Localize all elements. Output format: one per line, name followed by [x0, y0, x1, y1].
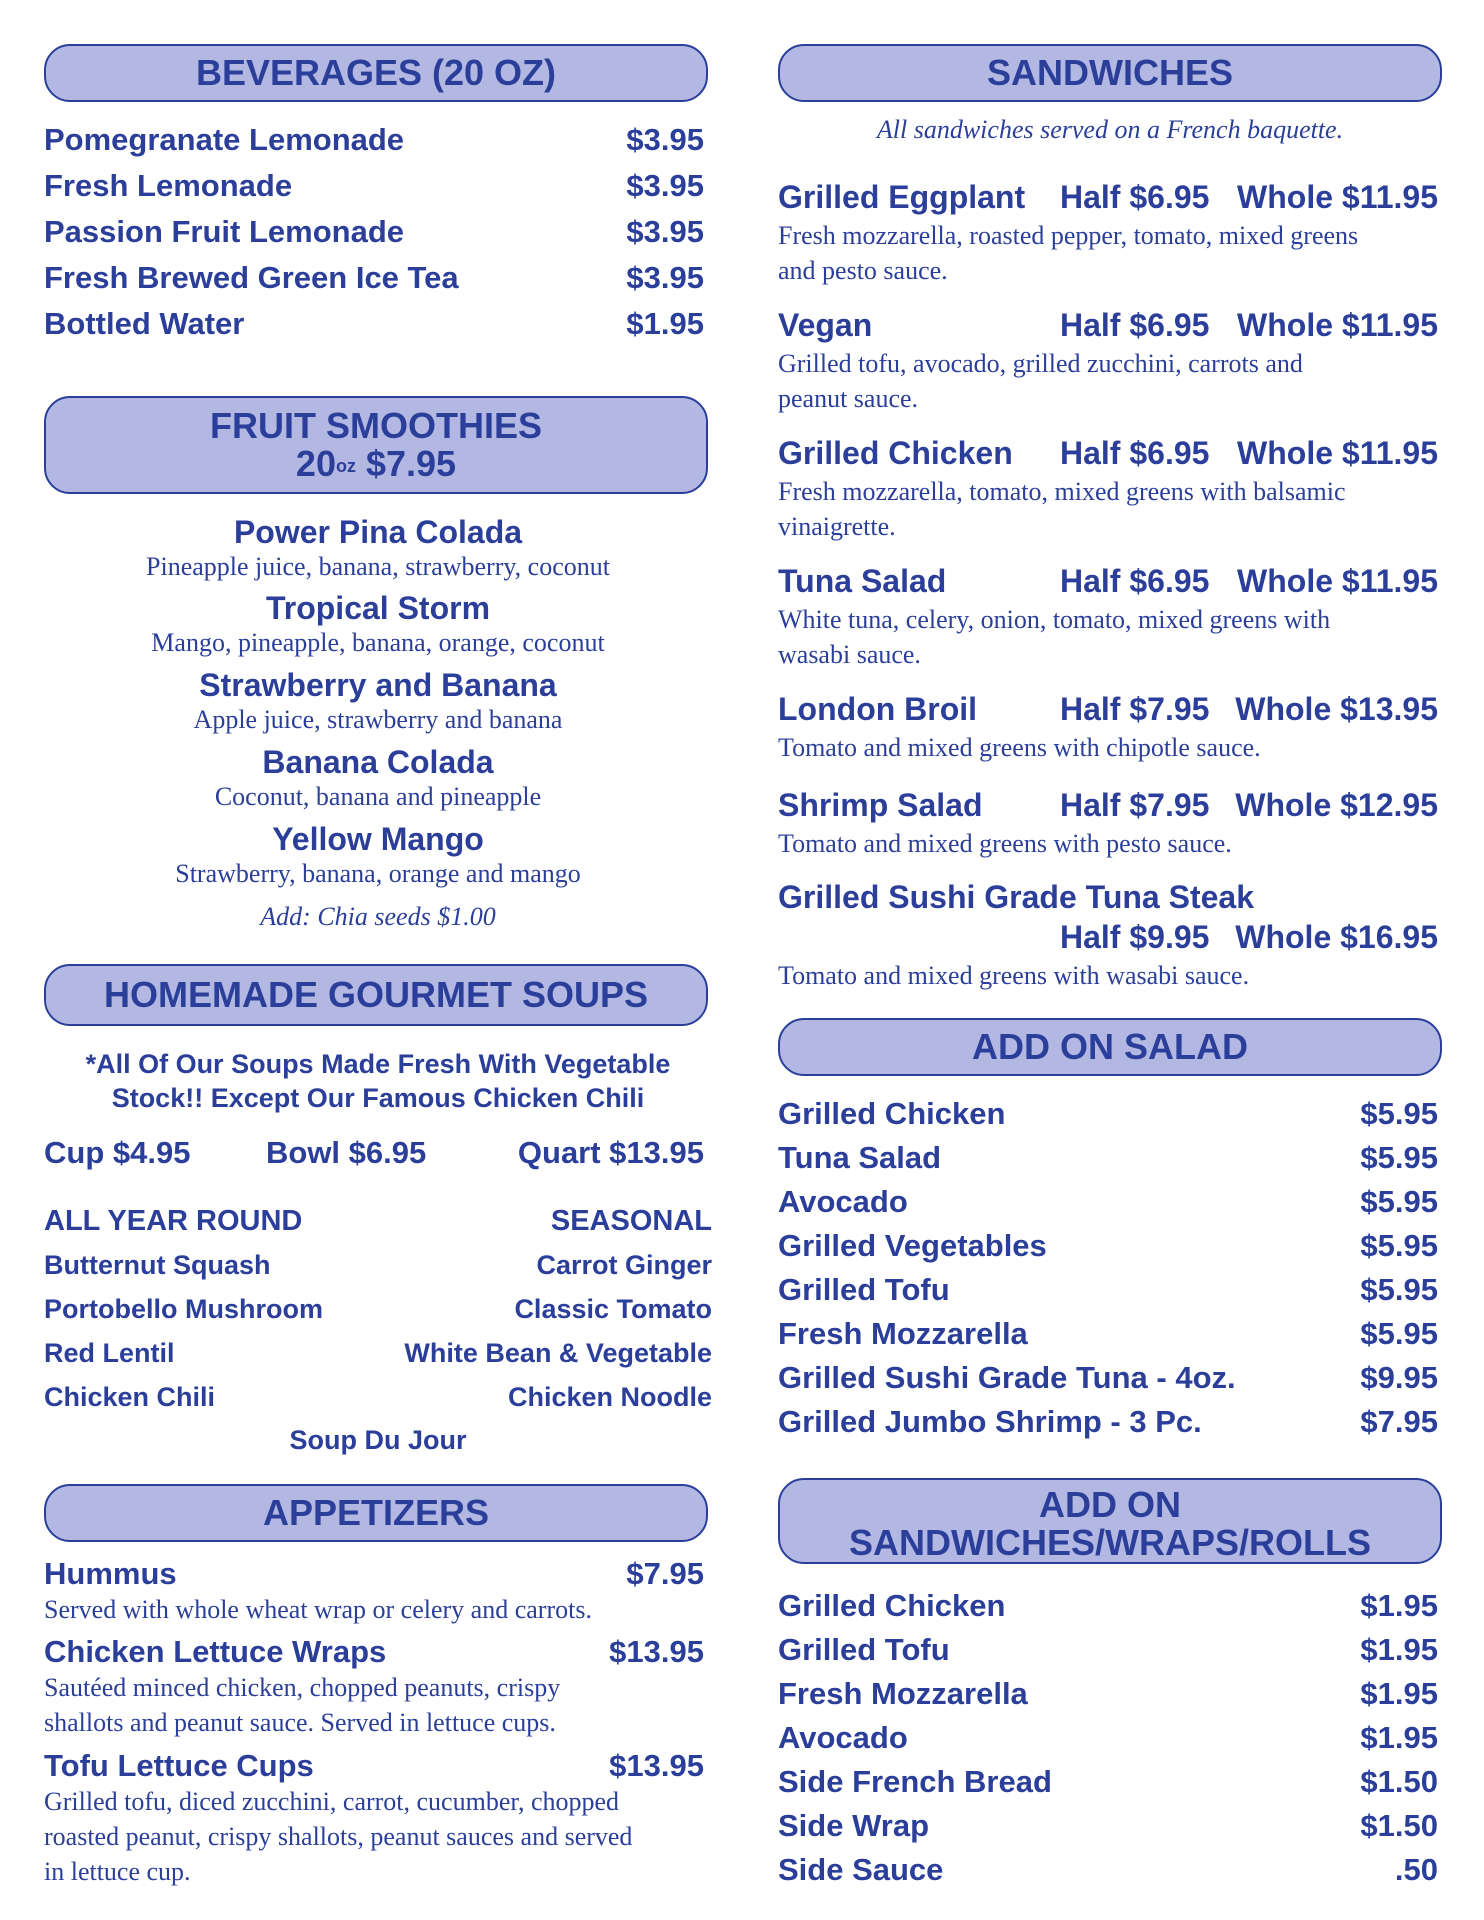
item-price: $1.95 [1360, 1720, 1438, 1755]
item-price: $1.95 [1360, 1588, 1438, 1623]
menu-item [778, 1852, 1438, 1888]
beverages-header: BEVERAGES (20 OZ) [44, 44, 708, 102]
sandwich-item [778, 306, 1438, 344]
item-description: White tuna, celery, onion, tomato, mixed greens with [778, 605, 1331, 634]
item-description: Tomato and mixed greens with wasabi sauce. [778, 961, 1250, 990]
item-description: roasted peanut, crispy shallots, peanut sauces and served [44, 1822, 633, 1851]
menu-item [778, 1764, 1438, 1800]
whole-price: Whole $12.95 [1235, 787, 1438, 823]
item-price: $5.95 [1360, 1272, 1438, 1307]
menu-item [778, 1588, 1438, 1624]
menu-item [44, 1748, 704, 1784]
menu-item [44, 306, 704, 342]
item-description: Grilled tofu, diced zucchini, carrot, cucumber, chopped [44, 1787, 620, 1816]
soup-row [44, 1291, 712, 1327]
soup-bowl-price: Bowl $6.95 [266, 1135, 427, 1170]
item-name: Side Sauce [778, 1852, 944, 1887]
smoothie-name: Strawberry and Banana [199, 667, 557, 703]
smoothie-name: Banana Colada [262, 744, 494, 780]
item-price: $3.95 [626, 214, 704, 249]
item-price: $5.95 [1360, 1096, 1438, 1131]
seasonal-header: SEASONAL [550, 1205, 712, 1237]
smoothies-size-price: $20^{oz}$ $7.95 [295, 443, 457, 484]
item-price: $13.95 [609, 1748, 704, 1783]
item-price: $7.95 [626, 1556, 704, 1591]
smoothie-desc: Strawberry, banana, orange and mango [175, 859, 581, 888]
sandwiches-header: SANDWICHES [778, 44, 1442, 102]
sandwich-item [778, 562, 1438, 600]
item-name: Fresh Mozzarella [778, 1316, 1028, 1351]
item-price: $1.95 [626, 306, 704, 341]
item-price: $3.95 [626, 260, 704, 295]
whole-price: Whole $16.95 [1235, 919, 1438, 955]
smoothie-desc: Mango, pineapple, banana, orange, coconut [151, 628, 605, 657]
item-price: $5.95 [1360, 1140, 1438, 1175]
item-description: Tomato and mixed greens with chipotle sauce. [778, 733, 1261, 762]
item-price: $7.95 [1360, 1404, 1438, 1439]
menu-item [778, 1316, 1438, 1352]
item-name: Fresh Lemonade [44, 168, 293, 203]
whole-price: Whole $11.95 [1237, 563, 1438, 599]
item-name: Hummus [44, 1556, 177, 1591]
item-price: $3.95 [626, 168, 704, 203]
soups-note: *All Of Our Soups Made Fresh With Vegetable [85, 1049, 671, 1079]
item-name: Grilled Sushi Grade Tuna Steak [778, 879, 1254, 915]
item-description: in lettuce cup. [44, 1857, 191, 1886]
item-description: Fresh mozzarella, roasted pepper, tomato, mixed greens [778, 221, 1359, 250]
half-price: Half $6.95 [1060, 307, 1210, 343]
smoothies-header [44, 396, 708, 494]
menu-item [778, 1404, 1438, 1440]
item-name: Tofu Lettuce Cups [44, 1748, 314, 1783]
soup-column-headers [44, 1203, 712, 1239]
item-description: Sautéed minced chicken, chopped peanuts, crispy [44, 1673, 561, 1702]
add-on-sandwiches-header [778, 1478, 1442, 1564]
add-on-subtitle: SANDWICHES/WRAPS/ROLLS [849, 1522, 1371, 1563]
smoothie-name: Power Pina Colada [233, 514, 523, 550]
add-on-salad-header: ADD ON SALAD [778, 1018, 1442, 1076]
item-name: Grilled Tofu [778, 1632, 950, 1667]
whole-price: Whole $11.95 [1237, 435, 1438, 471]
smoothie-addon: Add: Chia seeds $1.00 [260, 902, 496, 931]
soup-row [44, 1247, 712, 1283]
item-name: Shrimp Salad [778, 787, 983, 823]
menu-item [778, 1676, 1438, 1712]
item-name: London Broil [778, 691, 978, 727]
add-on-title: ADD ON [1039, 1484, 1181, 1525]
item-price: .50 [1394, 1852, 1438, 1887]
item-name: Vegan [778, 307, 873, 343]
item-name: Grilled Chicken [778, 1096, 1006, 1131]
menu-item [778, 1720, 1438, 1756]
item-price: $5.95 [1360, 1184, 1438, 1219]
item-price: $1.50 [1360, 1808, 1438, 1843]
soup-quart-price: Quart $13.95 [517, 1135, 704, 1170]
menu-item [44, 168, 704, 204]
smoothie-name: Tropical Storm [265, 590, 491, 626]
smoothie-desc: Coconut, banana and pineapple [214, 782, 542, 811]
menu-item [778, 1140, 1438, 1176]
item-description: peanut sauce. [778, 384, 919, 413]
item-name: Pomegranate Lemonade [44, 122, 405, 157]
soup-seasonal: Classic Tomato [514, 1294, 712, 1324]
item-name: Passion Fruit Lemonade [44, 214, 405, 249]
menu-item [44, 214, 704, 250]
soup-cup-price: Cup $4.95 [44, 1135, 191, 1170]
whole-price: Whole $11.95 [1237, 307, 1438, 343]
whole-price: Whole $13.95 [1235, 691, 1438, 727]
item-name: Grilled Eggplant [778, 179, 1026, 215]
half-price: Half $7.95 [1060, 787, 1210, 823]
half-price: Half $7.95 [1060, 691, 1210, 727]
item-name: Grilled Chicken [778, 1588, 1006, 1623]
item-description: Tomato and mixed greens with pesto sauce. [778, 829, 1232, 858]
menu-item [778, 1808, 1438, 1844]
half-price: Half $6.95 [1060, 563, 1210, 599]
item-name: Tuna Salad [778, 563, 947, 599]
menu-item [44, 1556, 704, 1592]
menu-item [778, 1360, 1438, 1396]
smoothie-name: Yellow Mango [272, 821, 484, 857]
item-description: Fresh mozzarella, tomato, mixed greens with balsamic [778, 477, 1346, 506]
sandwich-item [778, 434, 1438, 472]
item-price: $3.95 [626, 122, 704, 157]
soup-year-round: Butternut Squash [44, 1250, 271, 1280]
item-name: Grilled Tofu [778, 1272, 950, 1307]
item-name: Grilled Chicken [778, 435, 1013, 471]
item-price: $5.95 [1360, 1228, 1438, 1263]
item-description: and pesto sauce. [778, 256, 948, 285]
sandwich-item [778, 690, 1438, 728]
menu-item [778, 1632, 1438, 1668]
item-price: $1.95 [1360, 1632, 1438, 1667]
menu-item [778, 1272, 1438, 1308]
item-name: Fresh Mozzarella [778, 1676, 1028, 1711]
item-name: Grilled Sushi Grade Tuna - 4oz. [778, 1360, 1236, 1395]
item-name: Chicken Lettuce Wraps [44, 1634, 387, 1669]
item-description: vinaigrette. [778, 512, 896, 541]
item-price: $1.95 [1360, 1676, 1438, 1711]
whole-price: Whole $11.95 [1237, 179, 1438, 215]
soup-seasonal: Carrot Ginger [536, 1250, 712, 1280]
item-name: Side French Bread [778, 1764, 1052, 1799]
item-name: Fresh Brewed Green Ice Tea [44, 260, 459, 295]
menu-item [44, 1634, 704, 1670]
item-description: wasabi sauce. [778, 640, 921, 669]
item-name: Grilled Vegetables [778, 1228, 1047, 1263]
item-name: Avocado [778, 1184, 908, 1219]
item-description: Served with whole wheat wrap or celery and carrots. [44, 1595, 592, 1624]
appetizers-header: APPETIZERS [44, 1484, 708, 1542]
soup-seasonal: White Bean & Vegetable [404, 1338, 712, 1368]
sandwich-item [778, 786, 1438, 824]
soups-header: HOMEMADE GOURMET SOUPS [44, 964, 708, 1026]
menu-item [778, 1228, 1438, 1264]
item-name: Avocado [778, 1720, 908, 1755]
soup-du-jour: Soup Du Jour [289, 1425, 467, 1455]
menu-item [778, 1184, 1438, 1220]
item-description: shallots and peanut sauce. Served in lettuce cups. [44, 1708, 556, 1737]
half-price: Half $6.95 [1060, 435, 1210, 471]
half-price: Half $9.95 [1060, 919, 1210, 955]
smoothie-desc: Pineapple juice, banana, strawberry, coconut [146, 552, 610, 581]
year-round-header: ALL YEAR ROUND [44, 1205, 303, 1237]
soup-year-round: Red Lentil [44, 1338, 175, 1368]
half-price: Half $6.95 [1060, 179, 1210, 215]
item-price: $1.50 [1360, 1764, 1438, 1799]
item-name: Grilled Jumbo Shrimp - 3 Pc. [778, 1404, 1202, 1439]
item-price: $9.95 [1360, 1360, 1438, 1395]
soups-note: Stock!! Except Our Famous Chicken Chili [111, 1083, 645, 1113]
item-name: Side Wrap [778, 1808, 930, 1843]
item-price: $13.95 [609, 1634, 704, 1669]
menu-item [44, 122, 704, 158]
smoothie-desc: Apple juice, strawberry and banana [193, 705, 563, 734]
smoothies-title: FRUIT SMOOTHIES [210, 405, 542, 446]
soup-year-round: Chicken Chili [44, 1382, 216, 1412]
item-description: Grilled tofu, avocado, grilled zucchini, carrots and [778, 349, 1303, 378]
menu-item [44, 260, 704, 296]
soup-row [44, 1335, 712, 1371]
sandwiches-subtitle: All sandwiches served on a French baquette. [876, 115, 1344, 144]
sandwich-item [778, 878, 1438, 916]
sandwich-item [778, 178, 1438, 216]
menu-item [778, 1096, 1438, 1132]
item-name: Tuna Salad [778, 1140, 942, 1175]
soup-year-round: Portobello Mushroom [44, 1294, 323, 1324]
soup-seasonal: Chicken Noodle [507, 1382, 712, 1412]
item-name: Bottled Water [44, 306, 245, 341]
item-price: $5.95 [1360, 1316, 1438, 1351]
soup-row [44, 1379, 712, 1415]
